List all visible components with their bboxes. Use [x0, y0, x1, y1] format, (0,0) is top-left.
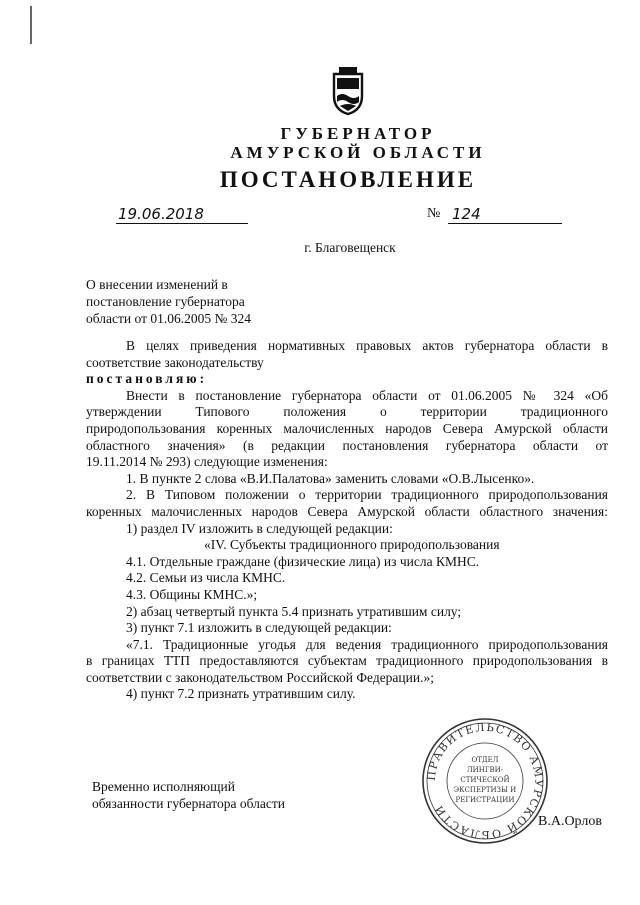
signer-name: В.А.Орлов: [538, 814, 602, 829]
subject-line: постановление губернатора: [86, 294, 245, 309]
preamble-line: В целях приведения нормативных правовых актов губернатора области в: [126, 338, 608, 353]
paragraph-line: утверждении Типового положения о территории традиционного: [86, 404, 608, 420]
paragraph-line: 19.11.2014 № 293) следующие изменения:: [86, 454, 328, 470]
sub-item: 2) абзац четвертый пункта 5.4 признать утратившим силу;: [126, 603, 462, 619]
document-subject: [86, 276, 251, 327]
stamp-ring-text: ПРАВИТЕЛЬСТВО АМУРСКОЙ ОБЛАСТИ: [424, 720, 546, 842]
stamp-center-line: ЭКСПЕРТИЗЫ И: [453, 786, 517, 794]
quote-line: «7.1. Традиционные угодья для ведения традиционного природопользования: [126, 636, 608, 652]
header-region: АМУРСКОЙ ОБЛАСТИ: [230, 143, 486, 162]
paragraph-line: природопользования коренных малочисленных народов Севера Амурской области: [86, 420, 608, 436]
subject-line: области от 01.06.2005 № 324: [86, 311, 251, 326]
stamp-center-line: ЛИНГВИ-: [466, 766, 504, 774]
quote-line: в границах ТТП предоставляются субъектам традиционного природопользования в: [86, 653, 608, 669]
decree-word: постановляю:: [86, 371, 208, 387]
sub-item: 4.1. Отдельные граждане (физические лица) из числа КМНС.: [126, 553, 480, 569]
sub-item: 4.3. Общины КМНС.»;: [126, 586, 258, 602]
stamp-center-line: РЕГИСТРАЦИИ: [455, 796, 515, 804]
signer-position: Временно исполняющий: [92, 779, 235, 794]
preamble-line: соответствие законодательству: [86, 354, 264, 370]
header-title: ГУБЕРНАТОР: [280, 124, 436, 143]
official-stamp: [420, 716, 550, 846]
sub-item: 4.2. Семьи из числа КМНС.: [126, 570, 286, 586]
coat-of-arms-icon: [328, 66, 368, 116]
margin-mark: [30, 6, 32, 44]
stamp-center-line: ОТДЕЛ: [471, 756, 499, 764]
sub-item: 1) раздел IV изложить в следующей редакции:: [126, 520, 393, 536]
document-date: 19.06.2018: [116, 205, 248, 224]
city: г. Благовещенск: [304, 240, 396, 255]
subject-line: О внесении изменений в: [86, 277, 228, 292]
paragraph-line: областного значения» (в редакции постановления губернатора области от: [86, 437, 608, 453]
list-item: 1. В пункте 2 слова «В.И.Палатова» заменить словами «О.В.Лысенко».: [126, 470, 535, 486]
document-number: 124: [448, 205, 562, 224]
section-heading: «IV. Субъекты традиционного природопользования: [204, 537, 500, 553]
sub-item: 4) пункт 7.2 признать утратившим силу.: [126, 686, 356, 702]
quote-line: соответствии с законодательством Российской Федерации.»;: [86, 669, 434, 685]
stamp-center-line: СТИЧЕСКОЙ: [460, 776, 510, 784]
list-item: коренных малочисленных народов Севера Амурской области областного значения:: [86, 503, 608, 519]
number-label: №: [427, 206, 441, 221]
paragraph-line: Внести в постановление губернатора области от 01.06.2005 № 324 «Об: [126, 387, 608, 403]
document-body: [86, 338, 608, 703]
signature-block: [92, 778, 285, 812]
sub-item: 3) пункт 7.1 изложить в следующей редакции:: [126, 620, 392, 636]
signer-position: обязанности губернатора области: [92, 796, 285, 811]
list-item: 2. В Типовом положении о территории традиционного природопользования: [126, 487, 608, 503]
document-type: ПОСТАНОВЛЕНИЕ: [219, 167, 477, 192]
